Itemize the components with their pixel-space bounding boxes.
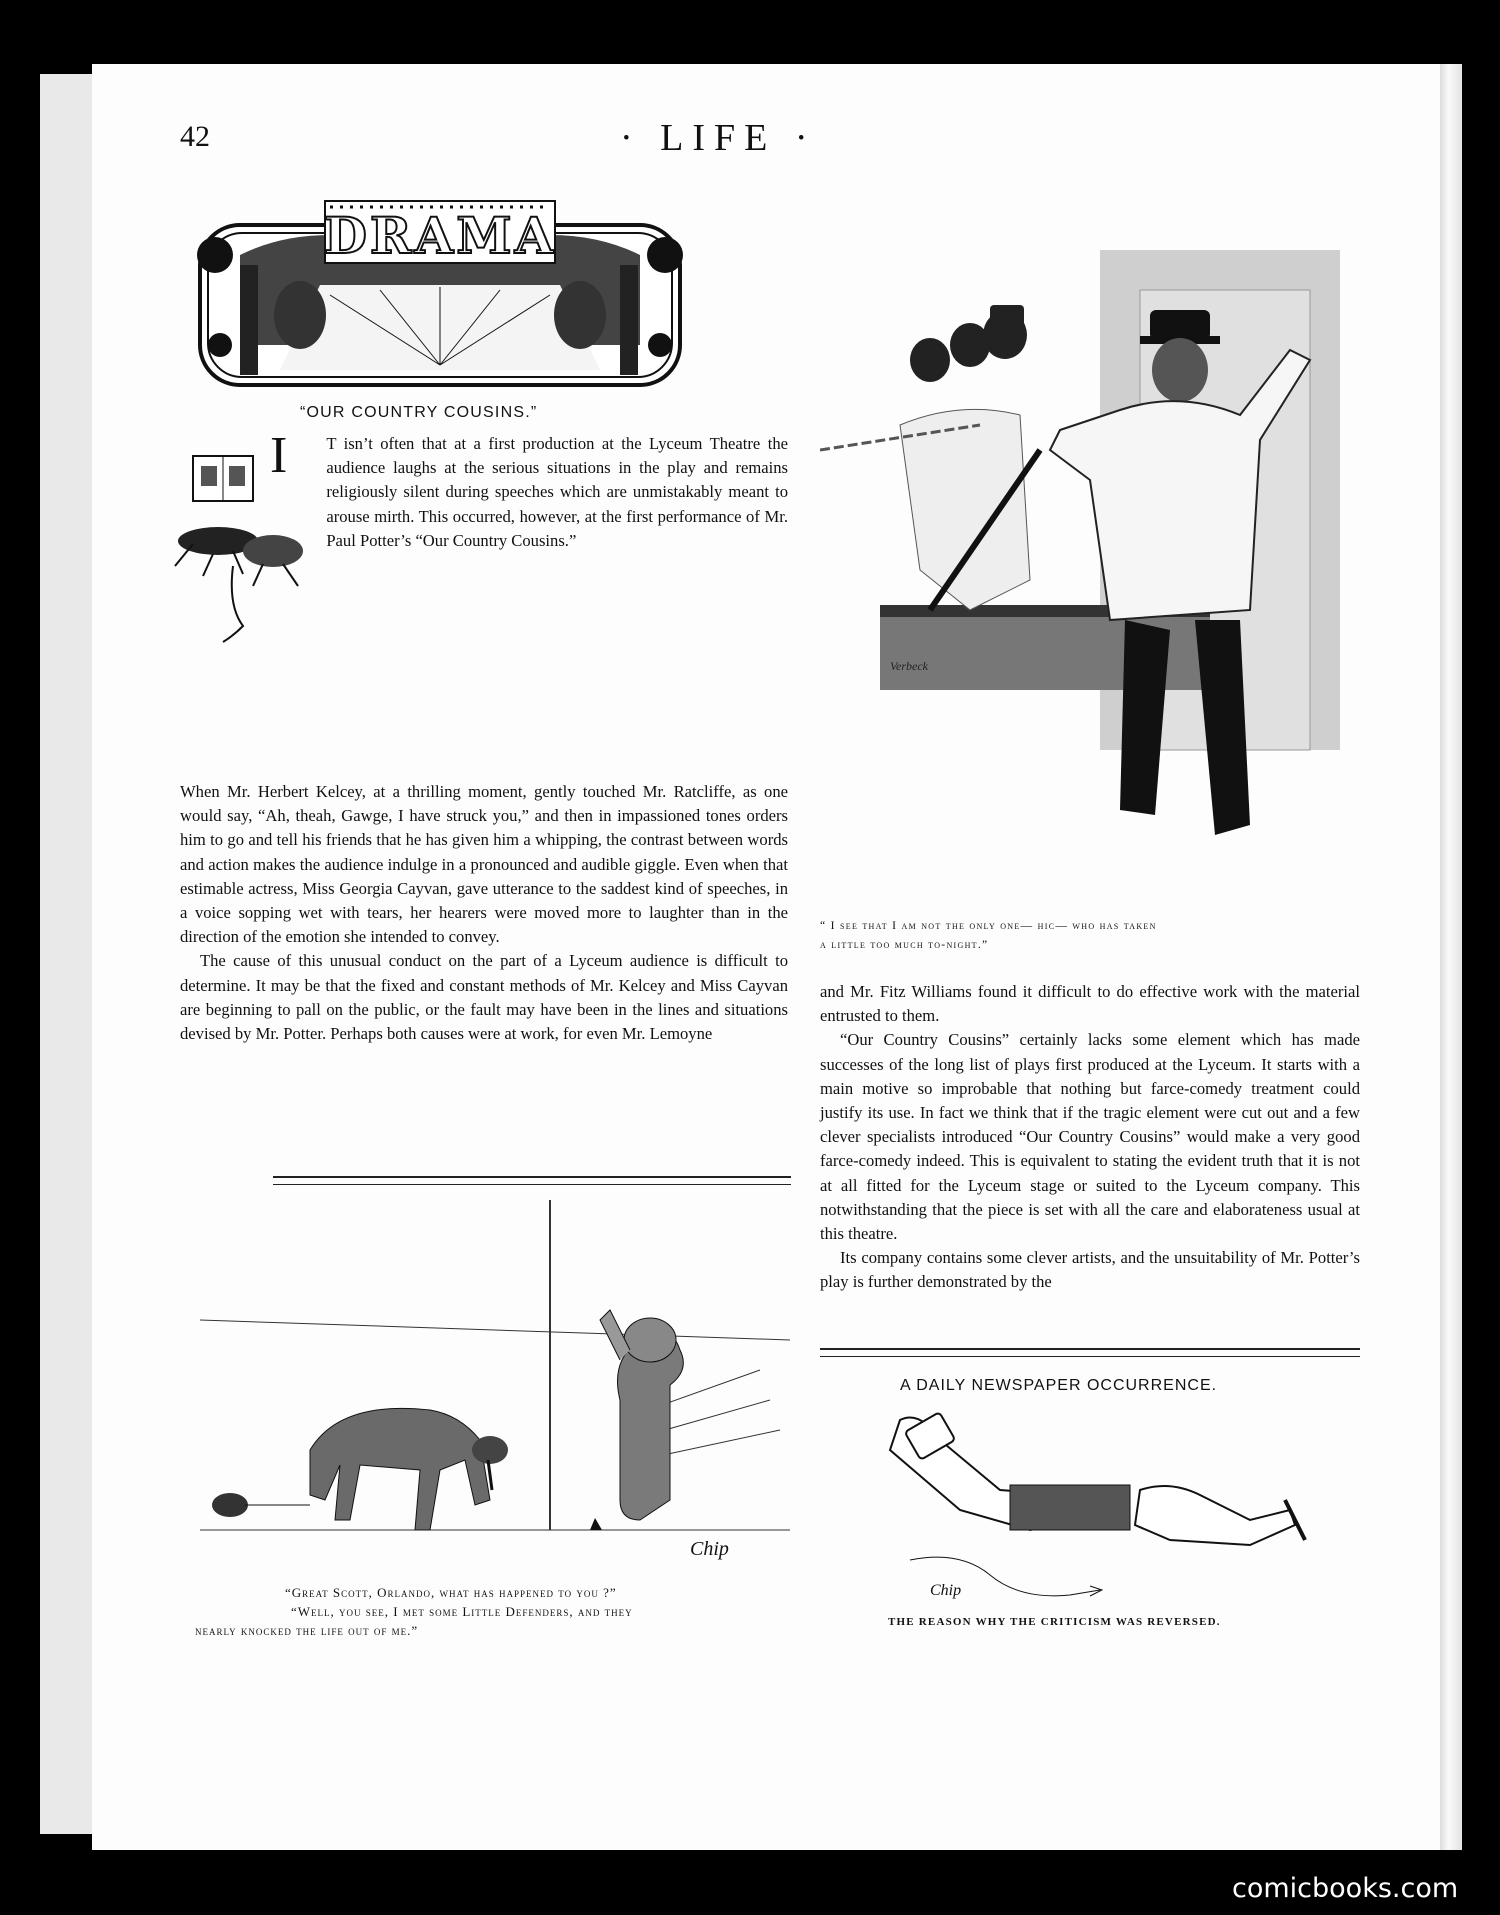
article-column-two [820,980,1360,1295]
drama-banner-illustration [180,195,700,425]
drunk-illustration-signature: Verbeck [890,659,928,673]
hands-passing-money-illustration [870,1400,1310,1630]
book-and-spiders-vignette [173,427,318,644]
page-number: 42 [180,120,210,153]
site-watermark: comicbooks.com [1232,1873,1459,1904]
page-gutter [1440,64,1462,1850]
dog-cartoon-signature: Chip [690,1538,729,1560]
article-paragraph-one: T isn’t often that at a first production at the Lyceum Theatre the audience laughs at the serious situations in the play and remains religiously silent during speeches which are unmistakably meant to arouse mirth. This occurred, however, at the first performance of Mr. Paul Potter’s “Our Country Cousins.” [326,434,788,550]
article-paragraph-one-continued: When Mr. Herbert Kelcey, at a thrilling moment, gently touched Mr. Ratcliffe, as one would say, “Ah, theah, Gawge, I have struck you,” and then in impassioned tones orders him to go and tell his friends that he has given him a whipping, the contrast between words and action makes the audience indulge in a pronounced and audible giggle. Even when that estimable actress, Miss Georgia Cayvan, gave utterance to the saddest kind of speeches, in a voice sopping wet with tears, her hearers were moved more to laughter than in the direction of the emotion she intended to convey. [180,782,788,947]
drop-cap: I [270,427,288,484]
dog-caption-line-two: “Well, you see, I met some Little Defenders, and they [291,1604,633,1619]
column-two-rule [820,1348,1360,1357]
column-divider-rule [273,1176,791,1185]
column-two-paragraph-three: Its company contains some clever artists, and the unsuitability of Mr. Potter’s play is further demonstrated by the [820,1248,1360,1292]
newspaper-occurrence-caption: THE REASON WHY THE CRITICISM WAS REVERSED. [888,1616,1221,1628]
drama-banner-word: DRAMA [323,206,557,265]
dogs-cartoon-illustration [200,1200,790,1580]
column-two-paragraph-two: “Our Country Cousins” certainly lacks some element which has made successes of the long list of plays first produced at the Lyceum. It starts with a main motive so improbable that nothing but farce-comedy treatment could justify its use. In fact we think that if the tragic element were cut out and a few clever specialists introduced “Our Country Cousins” would make a very good farce-comedy indeed. This is equivalent to stating the evident truth that it is not at all fitted for the Lyceum stage or suited to the Lyceum company. This notwithstanding that the piece is set with all the care and elaborateness usual at this theatre. [820,1030,1360,1244]
drunk-caption-line-two: a little too much to-night.” [820,938,989,951]
article-heading: “OUR COUNTRY COUSINS.” [300,404,538,421]
article-paragraph-two: The cause of this unusual conduct on the part of a Lyceum audience is difficult to determine. It may be that the fixed and constant methods of Mr. Kelcey and Miss Cayvan are beginning to pall on the public, or the fault may have been in the lines and situations devised by Mr. Potter. Perhaps both causes were at work, for even Mr. Lemoyne [180,951,788,1044]
drunk-caption-line-one: “ I see that I am not the only one— hic— who has taken [820,919,1157,932]
article-column-one-bottom [180,780,788,1046]
dog-cartoon-caption [195,1583,800,1640]
masthead-title: · LIFE · [620,117,817,159]
column-two-paragraph-one: and Mr. Fitz Williams found it difficult to do effective work with the material entrusted to them. [820,982,1360,1026]
hand-illustration-signature: Chip [930,1582,962,1599]
newspaper-occurrence-heading: A DAILY NEWSPAPER OCCURRENCE. [900,1377,1218,1394]
dog-caption-line-one: “Great Scott, Orlando, what has happened to you ?” [285,1585,617,1600]
drunk-gentleman-illustration [820,250,1360,900]
drunk-illustration-caption [820,916,1360,954]
dog-caption-line-three: nearly knocked the life out of me.” [195,1623,419,1638]
article-column-one-top [270,427,788,644]
